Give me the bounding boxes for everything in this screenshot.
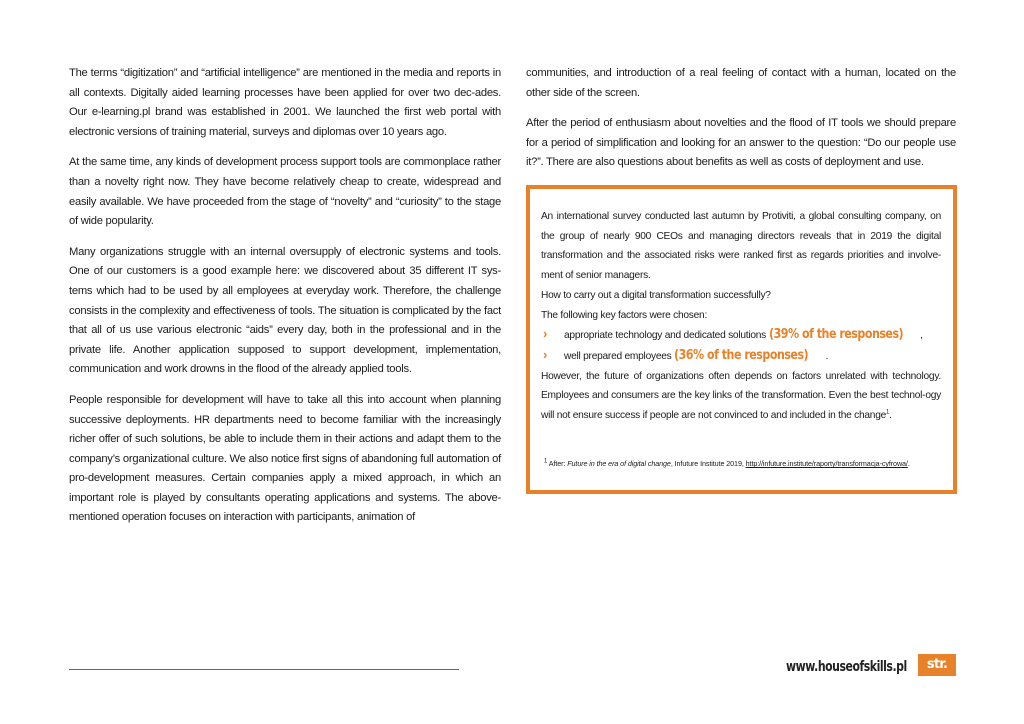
- footnote-prefix: After:: [547, 459, 568, 468]
- callout-intro: An international survey conducted last autumn by Protiviti, a global consulting company, on the group of nearly 900 CEOs and managing directors reveals that in 2019 the digital transformation and the associated risks were ranked first as regards priorities and involve-ment of senior managers.: [541, 211, 941, 282]
- right-column: [526, 64, 956, 184]
- left-column: [69, 64, 501, 539]
- bullet-tail: ,: [920, 330, 923, 342]
- paragraph: communities, and introduction of a real feeling of contact with a human, located on the other side of the screen.: [526, 67, 956, 99]
- bullet-item: [541, 325, 941, 346]
- website-label[interactable]: www.houseofskills.pl: [786, 659, 907, 675]
- footnote-middle: , Infuture Institute 2019,: [670, 459, 746, 468]
- callout-factors-intro: The following key factors were chosen:: [541, 309, 708, 321]
- chevron-right-icon: ›: [543, 326, 548, 342]
- footnote-link[interactable]: http://infuture.institute/raporty/transformacja-cyfrowa/: [745, 459, 908, 468]
- bullet-highlight: (39% of the responses): [768, 326, 903, 343]
- paragraph: The terms “digitization” and “artificial intelligence” are mentioned in the media and reports in all contexts. Digitally aided learning processes have been applied for over two dec-ades. Our e-learning.pl brand was established in 2001. We launched the first web portal with electronic versions of training material, surveys and diplomas over 10 years ago.: [69, 67, 501, 138]
- bullet-text: well prepared employees: [564, 350, 675, 362]
- footer-divider: [69, 669, 459, 670]
- paragraph: After the period of enthusiasm about novelties and the flood of IT tools we should prepare for a period of simplification and looking for an answer to the question: “Do our people use it?”. There are also questions about benefits as well as costs of deployment and use.: [526, 117, 956, 169]
- paragraph: At the same time, any kinds of development process support tools are commonplace rather than a novelty right now. They have become relatively cheap to create, widespread and easily available. We have proceeded from the stage of “novelty” and “curiosity” to the stage of wide popularity.: [69, 156, 501, 228]
- bullet-text: appropriate technology and dedicated solutions: [564, 330, 769, 342]
- bullet-item: [541, 346, 941, 367]
- bullet-highlight: (36% of the responses): [674, 346, 809, 363]
- footnote-ref: 1: [886, 409, 890, 416]
- callout-question: How to carry out a digital transformation successfully?: [541, 289, 771, 301]
- paragraph: Many organizations struggle with an internal oversupply of electronic systems and tools. One of our customers is a good example here: we discovered about 35 different IT sys-tems which had to be used by all employees at everyday work. Therefore, the challenge consists in the complexity and effectiveness of tools. The situation is complicated by the fact that all of us use various electronic “aids” every day, both in the professional and in the private life. Another application supposed to support development, implementation, communication and work drowns in the flood of the already applied tools.: [69, 245, 501, 376]
- chevron-right-icon: ›: [543, 346, 548, 362]
- page-number-badge: str. 14: [918, 654, 956, 676]
- bullet-tail: .: [825, 350, 829, 362]
- callout-content: [541, 207, 941, 426]
- footnote-title: Future in the era of digital change: [567, 459, 671, 468]
- conclusion-text: However, the future of organizations often depends on factors unrelated with technology. Employees and consumers are the key links of the transformation. Even the best technol-ogy will not ensure success if people are not convinced to and included in the change: [541, 370, 941, 422]
- conclusion-tail: .: [889, 410, 892, 422]
- survey-callout-box: [526, 185, 957, 494]
- callout-conclusion: [541, 367, 941, 426]
- footnote-suffix: .: [907, 459, 910, 468]
- footnote: [544, 459, 944, 469]
- paragraph: People responsible for development will have to take all this into account when planning successive deployments. HR departments need to become familiar with the increasingly richer offer of such solutions, be able to include them in their actions and adapt them to the company’s organizational culture. We also notice first signs of abandoning full automation of pro-development measures. Certain companies apply a mixed approach, in which an important role is played by consultants operating applications and systems. The above-mentioned operation focuses on interaction with participants, animation of: [69, 393, 501, 524]
- footnote-number: 1: [544, 458, 548, 465]
